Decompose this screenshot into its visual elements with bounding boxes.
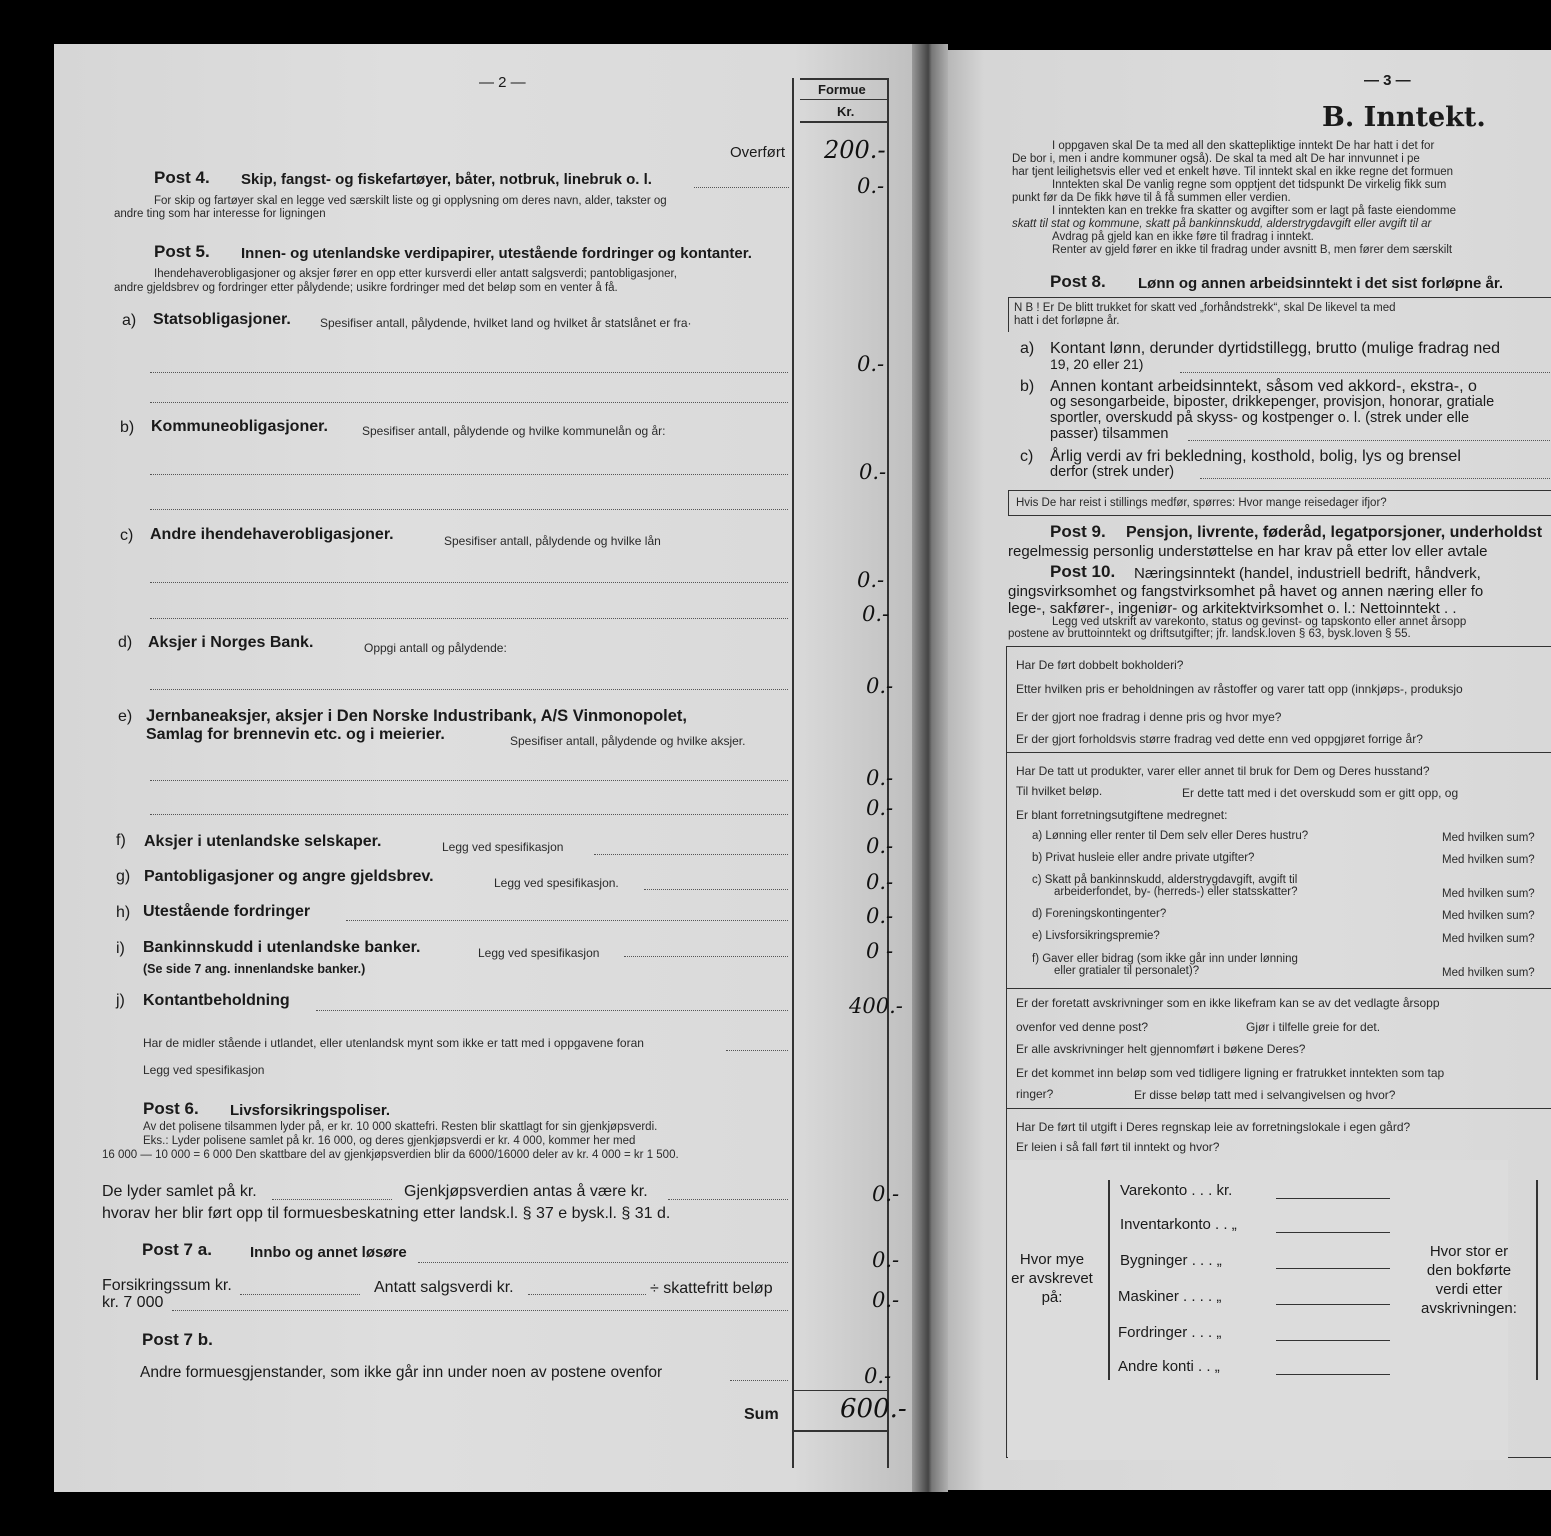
table-rule: [1006, 988, 1551, 989]
post5-note: Ihendehaverobligasjoner og aksjer fører en opp etter kursverdi eller antatt salgsverdi; pantobligasjoner,: [154, 268, 677, 280]
intro-text: De bor i, men i andre kommuner også). De skal ta med alt De har innvunnet i pe: [1012, 153, 1420, 165]
table-rule: [1006, 1108, 1551, 1109]
kontantbeholdning-note: Legg ved spesifikasjon: [143, 1063, 265, 1077]
fill-line: [644, 889, 788, 890]
aksjer-norges-bank-title: Aksjer i Norges Bank.: [148, 634, 314, 651]
account-varekonto: Varekonto . . . kr.: [1120, 1182, 1233, 1199]
post10-note: postene av bruttoinntekt og driftsutgifter; jfr. landsk.loven § 63, bysk.loven § 55.: [1008, 628, 1411, 640]
intro-text: Avdrag på gjeld kan en ikke føre til fradrag i inntekt.: [1052, 231, 1314, 243]
post7b-value: 0.-: [864, 1364, 892, 1388]
formue-header: Formue: [818, 82, 866, 97]
item-letter: h): [116, 904, 131, 921]
post4-leader: [694, 187, 789, 188]
fill-line: [150, 372, 788, 373]
med-hvilken-sum: Med hvilken sum?: [1442, 933, 1535, 945]
question: Er der gjort noe fradrag i denne pris og hvor mye?: [1016, 710, 1282, 724]
kr-header-rule: [800, 121, 888, 123]
table-rule: [1006, 752, 1551, 753]
andre-ihendehaverobligasjoner-note: Spesifiser antall, pålydende og hvilke lån: [444, 534, 661, 548]
statsobligasjoner-note: Spesifiser antall, pålydende, hvilket land og hvilket år statslånet er fra·: [320, 316, 692, 330]
post4-note: For skip og fartøyer skal en legge ved særskilt liste og gi opplysning om deres navn, alder, takster og: [154, 195, 667, 207]
fill-line: [594, 854, 788, 855]
question: Er der gjort forholdsvis større fradrag ved dette enn ved oppgjøret forrige år?: [1016, 732, 1423, 746]
question: Gjør i tilfelle greie for det.: [1246, 1020, 1381, 1034]
account-maskiner: Maskiner . . . . „: [1118, 1288, 1222, 1305]
item-letter: c): [1020, 448, 1034, 465]
item-letter: i): [116, 940, 125, 957]
post7a-line: Forsikringssum kr.: [102, 1277, 232, 1294]
pantobligasjoner-value: 0.-: [866, 870, 894, 894]
amount-line: [1276, 1232, 1390, 1233]
jernbaneaksjer-title: Jernbaneaksjer, aksjer i Den Norske Industribank, A/S Vinmonopolet,: [146, 707, 688, 725]
post5-title: Post 5.: [154, 242, 210, 261]
fill-line: [150, 582, 788, 583]
item-letter: g): [116, 868, 131, 885]
question: ovenfor ved denne post?: [1016, 1020, 1149, 1034]
fill-line: [668, 1199, 788, 1200]
page-number: — 2 —: [479, 74, 526, 91]
sum-label: Sum: [744, 1406, 779, 1423]
sum-bottom-rule: [792, 1430, 888, 1432]
statsobligasjoner-title: Statsobligasjoner.: [153, 311, 291, 328]
post7b-title: Post 7 b.: [142, 1330, 213, 1349]
item-letter: f): [116, 832, 126, 849]
jernbaneaksjer-note: Spesifiser antall, pålydende og hvilke aksjer.: [510, 734, 746, 748]
post7a-text: Innbo og annet løsøre: [250, 1244, 407, 1261]
bankinnskudd-sub: (Se side 7 ang. innenlandske banker.): [143, 962, 366, 976]
fill-line: [150, 618, 788, 619]
page-number: — 3 —: [1364, 72, 1411, 89]
aksjer-norges-bank-note: Oppgi antall og pålydende:: [364, 641, 507, 655]
question: Er alle avskrivninger helt gjennomført i bøkene Deres?: [1016, 1042, 1306, 1056]
sum-top-rule: [792, 1390, 888, 1391]
med-hvilken-sum: Med hvilken sum?: [1442, 910, 1535, 922]
account-fordringer: Fordringer . . . „: [1118, 1324, 1222, 1341]
jernbaneaksjer-title: Samlag for brennevin etc. og i meierier.: [146, 726, 445, 743]
formue-column-left-rule: [792, 78, 794, 1468]
intro-text: I inntekten kan en trekke fra skatter og avgifter som er lagt på faste eiendomme: [1052, 205, 1456, 217]
amount-line: [1276, 1198, 1390, 1199]
annen-arbeidsinntekt-text: sportler, overskudd på skyss- og kostpenger o. l. (strek under elle: [1050, 410, 1470, 426]
intro-text: Renter av gjeld fører en ikke til fradrag under avsnitt B, men fører dem særskilt: [1052, 244, 1453, 256]
med-hvilken-sum: Med hvilken sum?: [1442, 888, 1535, 900]
post6-value: 0.-: [872, 1182, 900, 1206]
question: Er der foretatt avskrivninger som en ikke likefram kan se av det vedlagte årsopp: [1016, 996, 1440, 1010]
post10-text: gingsvirksomhet og fangstvirksomhet på havet og annen næring eller fo: [1008, 583, 1484, 600]
aksjer-utenlandske-note: Legg ved spesifikasjon: [442, 840, 564, 854]
bracket-left: [1108, 1180, 1110, 1380]
post6-line: hvorav her blir ført opp til formuesbeskatning etter landsk.l. § 37 e bysk.l. § 31 d.: [102, 1205, 671, 1222]
expense-item: eller gratialer til personalet)?: [1054, 965, 1200, 977]
question: Har De tatt ut produkter, varer eller annet til bruk for Dem og Deres husstand?: [1016, 764, 1430, 778]
item-letter: b): [1020, 378, 1035, 395]
expense-item: b) Privat husleie eller andre private utgifter?: [1032, 852, 1255, 864]
post8-title: Post 8.: [1050, 272, 1106, 291]
question: ringer?: [1016, 1087, 1054, 1101]
fill-line: [172, 1310, 788, 1311]
post6-note: Av det polisene tilsammen lyder på, er kr. 10 000 skattefri. Resten blir skattlagt for sin gjenkjøpsverdi.: [143, 1121, 658, 1133]
post4-text: Skip, fangst- og fiskefartøyer, båter, notbruk, linebruk o. l.: [241, 171, 652, 188]
andre-ihendehaverobligasjoner-title: Andre ihendehaverobligasjoner.: [150, 526, 394, 543]
fill-line: [726, 1050, 788, 1051]
item-letter: b): [120, 419, 135, 436]
question: Er blant forretningsutgiftene medregnet:: [1016, 808, 1228, 822]
fill-line: [1180, 372, 1551, 373]
post10-title: Post 10.: [1050, 562, 1116, 581]
med-hvilken-sum: Med hvilken sum?: [1442, 832, 1535, 844]
post7b-text: Andre formuesgjenstander, som ikke går inn under noen av postene ovenfor: [140, 1364, 663, 1381]
fill-line: [730, 1380, 788, 1381]
amount-line: [1276, 1268, 1390, 1269]
post10-text: lege-, sakfører-, ingeniør- og arkitektvirksomhet o. l.: Nettoinntekt . .: [1008, 600, 1457, 617]
amount-line: [1276, 1304, 1390, 1305]
book-spine: [912, 44, 948, 1492]
post7a-line: kr. 7 000: [102, 1294, 164, 1311]
annen-arbeidsinntekt-text: Annen kontant arbeidsinntekt, såsom ved akkord-, ekstra-, o: [1050, 378, 1477, 395]
kontantbeholdning-title: Kontantbeholdning: [143, 992, 290, 1009]
hvor-stor-label: Hvor stor er den bokførte verdi etter avskrivningen:: [1421, 1243, 1517, 1317]
fill-line: [150, 474, 788, 475]
amount-line: [1276, 1340, 1390, 1341]
hvor-mye-label: Hvor mye er avskrevet på:: [1011, 1251, 1093, 1306]
fill-line: [150, 689, 788, 690]
post4-title: Post 4.: [154, 168, 210, 187]
fill-line: [528, 1294, 646, 1295]
expense-item: d) Foreningskontingenter?: [1032, 908, 1167, 920]
andre-ihendehaverobligasjoner-value: 0.-: [857, 568, 885, 592]
post10-text: Næringsinntekt (handel, industriell bedrift, håndverk,: [1134, 565, 1481, 582]
post8-text: Lønn og annen arbeidsinntekt i det sist forløpne år.: [1138, 275, 1504, 292]
fill-line: [1200, 478, 1551, 479]
kommuneobligasjoner-value: 0.-: [859, 460, 887, 484]
fill-line: [1188, 440, 1551, 441]
utestaende-fordringer-value: 0.-: [866, 904, 894, 928]
andre-ihendehaverobligasjoner-value: 0.-: [862, 602, 890, 626]
post5-text: Innen- og utenlandske verdipapirer, utestående fordringer og kontanter.: [241, 245, 752, 262]
fill-line: [150, 780, 788, 781]
overfort-label: Overført: [730, 144, 785, 161]
expense-item: arbeiderfondet, by- (herreds-) eller statsskatter?: [1054, 886, 1298, 898]
expense-item: e) Livsforsikringspremie?: [1032, 930, 1160, 942]
question: Er dette tatt med i det overskudd som er gitt opp, og: [1182, 786, 1459, 800]
utestaende-fordringer-title: Utestående fordringer: [143, 903, 311, 920]
overfort-value: 200.-: [824, 136, 886, 164]
statsobligasjoner-value: 0.-: [857, 352, 885, 376]
question: Har De ført til utgift i Deres regnskap leie av forretningslokale i egen gård?: [1016, 1120, 1411, 1134]
amount-line: [1276, 1374, 1390, 1375]
question: Er disse beløp tatt med i selvangivelsen og hvor?: [1134, 1088, 1396, 1102]
post6-note: Eks.: Lyder polisene samlet på kr. 16 000, og deres gjenkjøpsverdi er kr. 4 000, kommer her med: [143, 1135, 636, 1147]
post4-note: andre ting som har interesse for ligningen: [114, 208, 326, 220]
post7a-line: Antatt salgsverdi kr.: [374, 1279, 514, 1296]
question: Til hvilket beløp.: [1016, 784, 1103, 798]
post6-text: Livsforsikringspoliser.: [230, 1102, 391, 1119]
item-letter: a): [1020, 340, 1035, 357]
question: Er leien i så fall ført til inntekt og hvor?: [1016, 1140, 1220, 1154]
med-hvilken-sum: Med hvilken sum?: [1442, 854, 1535, 866]
expense-item: f) Gaver eller bidrag (som ikke går inn under lønning: [1032, 953, 1298, 965]
kontant-lonn-text: Kontant lønn, derunder dyrtidstillegg, brutto (mulige fradrag ned: [1050, 340, 1501, 357]
nb-text: N B ! Er De blitt trukket for skatt ved „forhåndstrekk“, skal De likevel ta med: [1014, 302, 1396, 314]
kontant-lonn-text: 19, 20 eller 21): [1050, 356, 1144, 372]
travel-question: Hvis De har reist i stillings medfør, spørres: Hvor mange reisedager ifjor?: [1016, 497, 1387, 509]
post9-title: Post 9.: [1050, 522, 1106, 541]
kommuneobligasjoner-title: Kommuneobligasjoner.: [151, 418, 328, 435]
intro-text: I oppgaven skal De ta med all den skattepliktige inntekt De har hatt i det for: [1052, 140, 1435, 152]
intro-text: Inntekten skal De vanlig regne som opptjent det tidspunkt De virkelig fikk sum: [1052, 179, 1447, 191]
fill-line: [240, 1294, 360, 1295]
item-letter: a): [122, 312, 137, 329]
bankinnskudd-utenlandske-note: Legg ved spesifikasjon: [478, 946, 600, 960]
fill-line: [316, 1010, 788, 1011]
aksjer-utenlandske-title: Aksjer i utenlandske selskaper.: [144, 833, 382, 850]
post7a-value: 0.-: [872, 1248, 900, 1272]
post10-note: Legg ved utskrift av varekonto, status og gevinst- og tapskonto eller annet årsopp: [1052, 616, 1467, 628]
post6-line: De lyder samlet på kr.: [102, 1183, 257, 1200]
formue-top-rule: [800, 78, 888, 80]
jernbaneaksjer-value: 0.-: [866, 766, 894, 790]
post6-title: Post 6.: [143, 1099, 199, 1118]
fill-line: [272, 1199, 392, 1200]
account-andre-konti: Andre konti . . „: [1118, 1358, 1220, 1375]
item-letter: d): [118, 634, 133, 651]
pantobligasjoner-title: Pantobligasjoner og angre gjeldsbrev.: [144, 868, 434, 885]
intro-text: punkt før da De fikk høve til å få summen eller verdien.: [1012, 192, 1291, 204]
jernbaneaksjer-value: 0.-: [866, 796, 894, 820]
post6-note: 16 000 — 10 000 = 6 000 Den skattbare del av gjenkjøpsverdien blir da 6000/16000 deler av kr. 4 000 = kr 1 500.: [102, 1149, 679, 1161]
kommuneobligasjoner-note: Spesifiser antall, pålydende og hvilke kommunelån og år:: [362, 424, 666, 438]
item-letter: e): [118, 708, 133, 725]
item-letter: c): [120, 527, 134, 544]
formue-header-rule: [800, 99, 888, 100]
fri-bekledning-text: derfor (strek under): [1050, 464, 1175, 480]
item-letter: j): [116, 992, 125, 1009]
nb-text: hatt i det forløpne år.: [1014, 315, 1120, 327]
annen-arbeidsinntekt-text: passer) tilsammen: [1050, 426, 1169, 442]
account-inventarkonto: Inventarkonto . . „: [1120, 1216, 1237, 1233]
fill-line: [346, 920, 788, 921]
fill-line: [624, 956, 788, 957]
kontantbeholdning-note: Har de midler stående i utlandet, eller utenlandsk mynt som ikke er tatt med i oppgavene foran: [143, 1036, 644, 1050]
question: Etter hvilken pris er beholdningen av råstoffer og varer tatt opp (innkjøps-, produksjo: [1016, 682, 1463, 696]
question: Har De ført dobbelt bokholderi?: [1016, 658, 1184, 672]
intro-text: skatt til stat og kommune, skatt på bankinnskudd, alderstrygdavgift eller avgift til ar: [1012, 218, 1432, 230]
post7a-value: 0.-: [872, 1288, 900, 1312]
left-page: [54, 44, 924, 1492]
bankinnskudd-utenlandske-title: Bankinnskudd i utenlandske banker.: [143, 939, 421, 956]
kontantbeholdning-value: 400.-: [849, 994, 903, 1018]
fill-line: [150, 509, 788, 510]
fill-line: [150, 814, 788, 815]
kr-header: Kr.: [837, 104, 855, 119]
post5-note: andre gjeldsbrev og fordringer etter pålydende; usikre fordringer med det beløp som en venter å få.: [114, 282, 618, 294]
pantobligasjoner-note: Legg ved spesifikasjon.: [494, 876, 619, 890]
account-bygninger: Bygninger . . . „: [1120, 1252, 1222, 1269]
post9-text: Pensjon, livrente, føderåd, legatporsjoner, underholdst: [1126, 524, 1543, 541]
post9-text: regelmessig personlig understøttelse en har krav på etter lov eller avtale: [1008, 543, 1488, 560]
med-hvilken-sum: Med hvilken sum?: [1442, 967, 1535, 979]
aksjer-norges-bank-value: 0.-: [866, 674, 894, 698]
question: Er det kommet inn beløp som ved tidligere ligning er fratrukket inntekten som tap: [1016, 1066, 1445, 1080]
fri-bekledning-text: Årlig verdi av fri bekledning, kosthold, bolig, lys og brensel: [1050, 448, 1461, 465]
expense-item: c) Skatt på bankinnskudd, alderstrygdavgift, avgift til: [1032, 874, 1298, 886]
section-title: B. Inntekt.: [1322, 102, 1486, 133]
fill-line: [418, 1262, 788, 1263]
post4-value: 0.-: [857, 174, 885, 198]
post6-line: Gjenkjøpsverdien antas å være kr.: [404, 1183, 648, 1200]
post7a-title: Post 7 a.: [142, 1240, 212, 1259]
annen-arbeidsinntekt-text: og sesongarbeide, biposter, drikkepenger, provisjon, honorar, gratiale: [1050, 394, 1495, 410]
bracket-right: [1536, 1180, 1538, 1380]
bankinnskudd-utenlandske-value: 0 -: [866, 939, 894, 963]
fill-line: [150, 402, 788, 403]
post7a-line: ÷ skattefritt beløp: [650, 1280, 773, 1297]
sum-value: 600.-: [840, 1394, 907, 1424]
intro-text: har tjent leilighetsvis eller ved et enkelt høve. Til inntekt skal en ikke regne det formuen: [1012, 166, 1454, 178]
expense-item: a) Lønning eller renter til Dem selv eller Deres hustru?: [1032, 830, 1309, 842]
aksjer-utenlandske-value: 0.-: [866, 834, 894, 858]
right-page: [948, 50, 1551, 1490]
